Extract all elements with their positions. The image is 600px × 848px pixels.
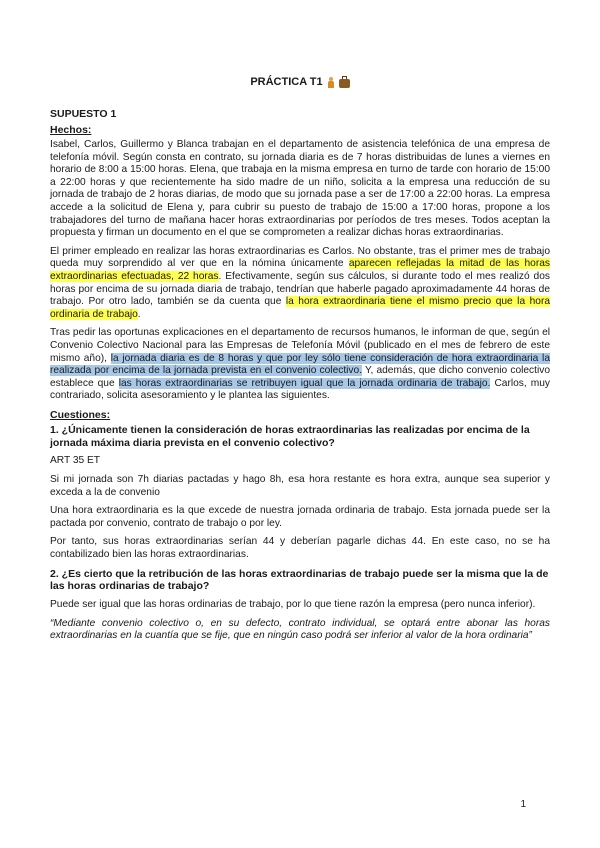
answer-2-quote: “Mediante convenio colectivo o, en su defecto, contrato individual, se optará entre abonar las horas extraordinarias en la cuantía que se fije, que en ningún caso podrá ser inferior al valor de la hora ordinaria” (50, 617, 550, 642)
answer-1-reference: ART 35 ET (50, 455, 101, 467)
paragraph-hechos-1: Isabel, Carlos, Guillermo y Blanca trabajan en el departamento de asistencia telefónica de una empresa de telefonía móvil. Según consta en contrato, su jornada diaria es de 7 horas distribuidas de lunes a viernes en horario de 8:00 a 15:00 horas. Elena, que trabaja en la misma empresa en turno de tarde con horario de 15:00 a 22:00 horas y que recientemente ha sido madre de un niño, solicita a la empresa una reducción de su jornada de trabajo de 2 horas diarias, de modo que su jornada pase a ser de 17:00 a 22:00 horas. La empresa accede a la solicitud de Elena y, para cubrir su puesto de trabajo de 15:00 a 17:00 horas, propone a los trabajadores del turno de mañana hacer horas extraordinarias por períodos de tres meses. Todos aceptan la propuesta y firman un documento en el que se comprometen a realizar dichas horas extraordinarias. (50, 139, 550, 239)
answer-2-paragraph-1: Puede ser igual que las horas ordinarias de trabajo, por lo que tiene razón la empresa (pero nunca inferior). (50, 599, 536, 611)
cuestiones-heading: Cuestiones: (50, 408, 111, 421)
question-2: 2. ¿Es cierto que la retribución de las horas extraordinarias de trabajo puede ser la misma que la de las horas ordinarias de trabajo? (50, 567, 549, 593)
highlight-blue: la jornada diaria es de 8 horas y que por ley sólo tiene consideración de hora extraordinaria la realizada por encima de la jornada prevista en el convenio colectivo. (50, 352, 550, 377)
highlight-yellow: la hora extraordinaria tiene el mismo precio que la hora ordinaria de trabajo (50, 296, 550, 320)
highlight-blue: las horas extraordinarias se retribuyen igual que la jornada ordinaria de trabajo. (118, 377, 491, 389)
briefcase-icon (339, 79, 350, 88)
text-span: Y, además, que dicho convenio colectivo establece que (50, 365, 550, 389)
title-text: PRÁCTICA T1 (250, 76, 323, 88)
text-span: . Efectivamente, según sus cálculos, si durante todo el mes realizó dos horas por encima de su jornada diaria de trabajo, tendrían que haberle pagado aproximadamente 44 horas de trabajo. Por otro lado, también se da cuenta que (50, 270, 550, 308)
person-icon (328, 77, 334, 88)
answer-1-paragraph-3: Por tanto, sus horas extraordinarias serían 44 y deberían pagarle dichas 44. En este caso, no se ha contabilizado bien las horas extraordinarias. (50, 536, 550, 561)
text-span: Tras pedir las oportunas explicaciones en el departamento de recursos humanos, le informan de que, según el Convenio Colectivo Nacional para las Empresas de Telefonía Móvil (publicado en el mes de febrero de este mismo año), (50, 327, 550, 364)
supuesto-heading: SUPUESTO 1 (50, 108, 117, 120)
paragraph-hechos-2 (50, 246, 550, 322)
answer-1-paragraph-2: Una hora extraordinaria es la que excede de nuestra jornada ordinaria de trabajo. Esta jornada puede ser la pactada por convenio, contrato de trabajo o por ley. (50, 505, 550, 529)
paragraph-hechos-3 (50, 327, 550, 403)
highlight-yellow: aparecen reflejadas la mitad de las horas extraordinarias efectuadas, 22 horas (50, 258, 550, 282)
document-title (50, 76, 550, 88)
question-1: 1. ¿Únicamente tienen la consideración de horas extraordinarias las realizadas por encima de la jornada máxima diaria prevista en el convenio colectivo? (50, 423, 530, 449)
text-span: . (137, 308, 141, 320)
text-span: Carlos, muy contrariado, solicita asesoramiento y le plantea las siguientes. (50, 377, 550, 402)
text-span: El primer empleado en realizar las horas extraordinarias es Carlos. No obstante, tras el primer mes de trabajo queda muy sorprendido al ver que en la nómina únicamente (50, 245, 550, 270)
page-number: 1 (520, 799, 526, 810)
hechos-heading: Hechos: (50, 124, 92, 136)
answer-1-paragraph-1: Si mi jornada son 7h diarias pactadas y hago 8h, esa hora restante es hora extra, aunque sea superior y exceda a la de convenio (50, 474, 550, 498)
